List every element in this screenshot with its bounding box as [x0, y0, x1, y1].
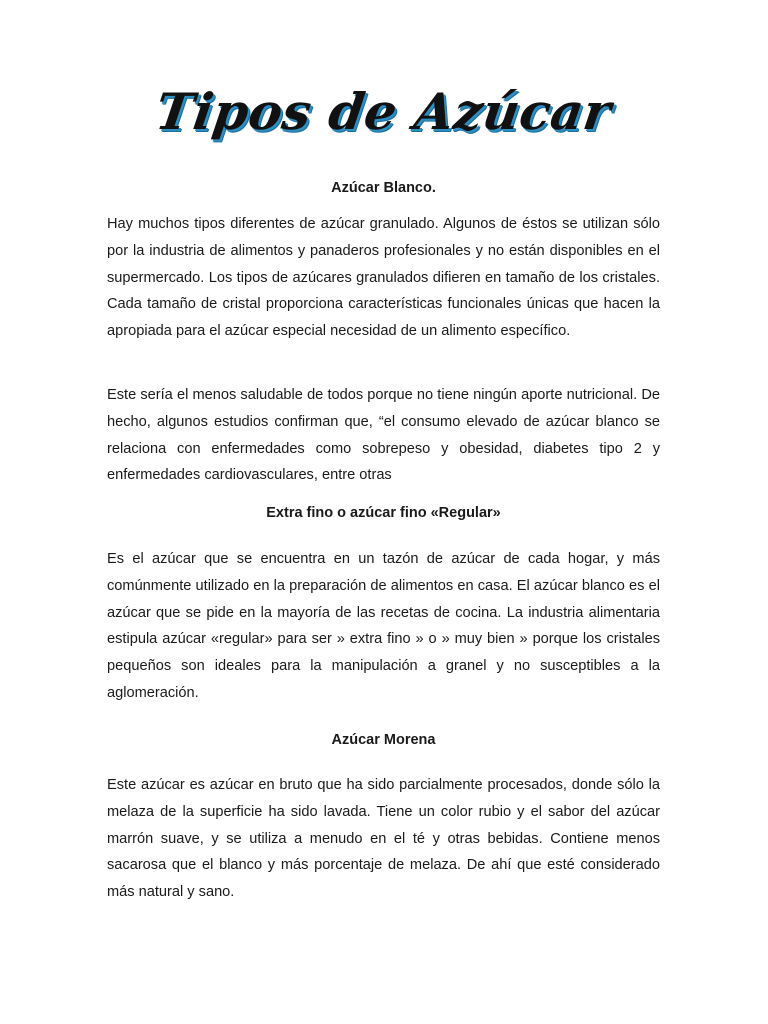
section-heading-azucar-morena: Azúcar Morena: [331, 732, 436, 748]
paragraph-azucar-blanco-1: Hay muchos tipos diferentes de azúcar granulado. Algunos de éstos se utilizan sólo por la industria de alimentos y panaderos profesionales y no están disponibles en el supermercado. Los tipos de azúcares granulados difieren en tamaño de los cristales. Cada tamaño de cristal proporciona características funcionales únicas que hacen la apropiada para el azúcar especial necesidad de un alimento específico.: [107, 216, 660, 340]
section-heading-azucar-blanco: Azúcar Blanco.: [331, 180, 436, 196]
page-title: Tipos de Azúcar: [152, 82, 615, 141]
paragraph-azucar-blanco-2: Este sería el menos saludable de todos porque no tiene ningún aporte nutricional. De hecho, algunos estudios confirman que, “el consumo elevado de azúcar blanco se relaciona con enfermedades como sobrepeso y obesidad, diabetes tipo 2 y enfermedades cardiovasculares, entre otras: [107, 387, 660, 484]
section-heading-extra-fino: Extra fino o azúcar fino «Regular»: [266, 505, 501, 521]
paragraph-azucar-morena: Este azúcar es azúcar en bruto que ha sido parcialmente procesados, donde sólo la melaza de la superficie ha sido lavada. Tiene un color rubio y el sabor del azúcar marrón suave, y se utiliza a menudo en el té y otras bebidas. Contiene menos sacarosa que el blanco y más porcentaje de melaza. De ahí que esté considerado más natural y sano.: [107, 777, 660, 901]
paragraph-extra-fino: Es el azúcar que se encuentra en un tazón de azúcar de cada hogar, y más comúnmente utilizado en la preparación de alimentos en casa. El azúcar blanco es el azúcar que se pide en la mayoría de las recetas de cocina. La industria alimentaria estipula azúcar «regular» para ser » extra fino » o » muy bien » porque los cristales pequeños son ideales para la manipulación a granel y no susceptibles a la aglomeración.: [107, 551, 660, 701]
